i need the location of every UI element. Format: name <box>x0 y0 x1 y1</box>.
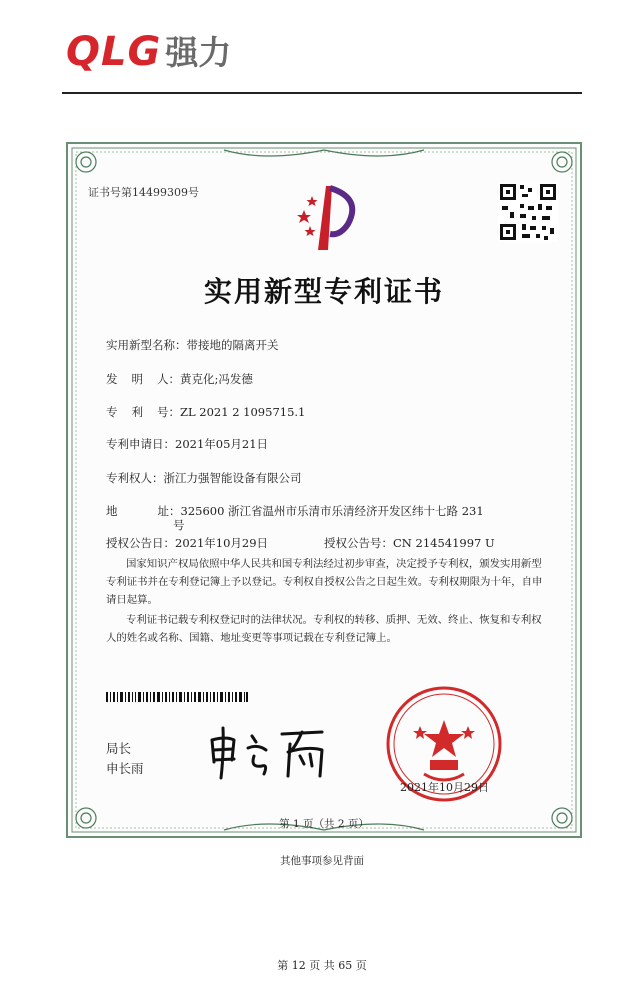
grant-number-value: CN 214541997 U <box>393 536 495 550</box>
barcode-icon <box>106 692 248 702</box>
address-label-2: 址： <box>157 504 181 518</box>
address-label-1: 地 <box>106 504 118 518</box>
patentee-row <box>106 470 302 486</box>
company-logo <box>66 30 231 74</box>
grant-statement-paragraph: 国家知识产权局依照中华人民共和国专利法经过初步审查，决定授予专利权，颁发实用新型专利证书并在专利登记簿上予以登记。专利权自授权公告之日起生效。专利权期限为十年，自申请日起算。 <box>106 558 543 606</box>
grant-date-label: 授权公告日： <box>106 536 175 550</box>
address-row <box>106 503 484 519</box>
patent-number-label-2: 利 <box>131 405 143 419</box>
document-page-footer: 第 12 页 共 65 页 <box>277 959 367 972</box>
inventor-row <box>106 371 253 387</box>
patent-certificate <box>66 142 582 838</box>
see-reverse-note: 其他事项参见背面 <box>280 855 364 867</box>
patentee-value: 浙江力强智能设备有限公司 <box>163 471 302 485</box>
application-date-value: 2021年05月21日 <box>175 437 269 451</box>
certificate-number: 证书号第14499309号 <box>88 186 199 199</box>
grant-date-value: 2021年10月29日 <box>175 536 269 550</box>
patent-number-row <box>106 404 305 420</box>
address-value-line1: 325600 浙江省温州市乐清市乐清经济开发区纬十七路 231 <box>180 504 484 518</box>
grant-number-row <box>324 535 495 551</box>
seal-date: 2021年10月29日 <box>400 781 489 794</box>
patent-number-label-3: 号： <box>157 405 180 419</box>
handwritten-signature <box>204 722 336 782</box>
certificate-page-indicator: 第 1 页（共 2 页） <box>279 818 369 830</box>
logo-latin-text: QLG <box>66 29 162 75</box>
grant-statement <box>106 555 546 609</box>
signatory-role: 局长 <box>106 741 132 756</box>
inventor-value: 黄克化;冯发德 <box>180 372 253 386</box>
application-date-label: 专利申请日： <box>106 437 175 451</box>
grant-date-row <box>106 535 268 551</box>
legal-status-statement <box>106 611 546 647</box>
qr-code-icon <box>498 182 558 242</box>
address-value-line2: 号 <box>173 518 185 532</box>
inventor-label-1: 发 <box>106 372 118 386</box>
application-date-row <box>106 436 268 452</box>
logo-chinese-text: 强力 <box>165 32 232 72</box>
cnipa-emblem-icon <box>296 180 362 252</box>
grant-number-label: 授权公告号： <box>324 536 393 550</box>
patent-number-value: ZL 2021 2 1095715.1 <box>180 405 306 419</box>
certificate-title: 实用新型专利证书 <box>203 275 444 308</box>
header-divider <box>62 92 582 94</box>
utility-model-name-label: 实用新型名称： <box>106 338 187 352</box>
inventor-label-2: 明 <box>131 372 143 386</box>
signatory-name: 申长雨 <box>106 761 144 776</box>
legal-status-paragraph: 专利证书记载专利权登记时的法律状况。专利权的转移、质押、无效、终止、恢复和专利权人的姓名或名称、国籍、地址变更等事项记载在专利登记簿上。 <box>106 614 542 644</box>
patent-number-label-1: 专 <box>106 405 118 419</box>
utility-model-name-value: 带接地的隔离开关 <box>186 338 279 352</box>
inventor-label-3: 人： <box>157 372 180 386</box>
patentee-label: 专利权人： <box>106 471 164 485</box>
utility-model-name-row <box>106 337 279 353</box>
